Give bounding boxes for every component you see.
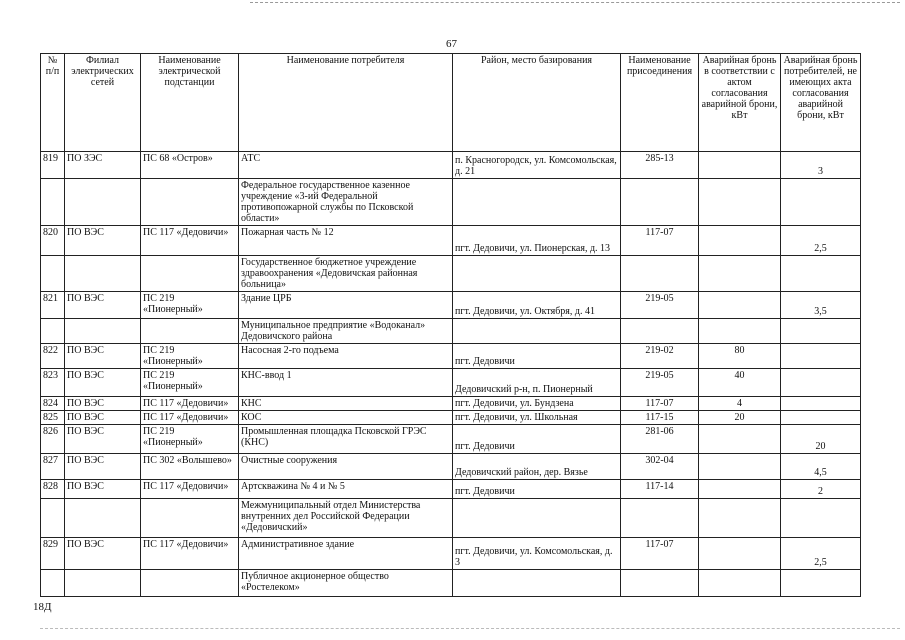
table-row xyxy=(41,152,861,179)
substation-cell: ПС 117 «Дедовичи» xyxy=(141,480,239,499)
reserve-no-act-cell: 2,5 xyxy=(781,538,861,570)
row-num-cell xyxy=(41,179,65,226)
reserve-with-act-cell xyxy=(699,256,781,292)
location-cell: пгт. Дедовичи, ул. Школьная xyxy=(453,411,621,425)
connection-cell: 281-06 xyxy=(621,425,699,454)
reserve-no-act-cell xyxy=(781,319,861,344)
branch-cell xyxy=(65,319,141,344)
connection-cell: 219-05 xyxy=(621,292,699,319)
table-row xyxy=(41,425,861,454)
branch-cell: ПО ВЭС xyxy=(65,425,141,454)
consumer-cell: КНС-ввод 1 xyxy=(239,369,453,397)
header-res-no-act: Аварийная бронь потребителей, не имеющих акта согласования аварийной брони, кВт xyxy=(781,54,861,152)
reserve-no-act-cell: 4,5 xyxy=(781,454,861,480)
reserve-with-act-cell xyxy=(699,454,781,480)
header-substation: Наименование электрической подстанции xyxy=(141,54,239,152)
table-row xyxy=(41,256,861,292)
reserve-no-act-cell xyxy=(781,179,861,226)
branch-cell: ПО ВЭС xyxy=(65,369,141,397)
substation-cell: ПС 302 «Волышево» xyxy=(141,454,239,480)
table-row xyxy=(41,319,861,344)
reserve-with-act-cell xyxy=(699,319,781,344)
table-row xyxy=(41,480,861,499)
location-cell: пгт. Дедовичи xyxy=(453,425,621,454)
reserve-with-act-cell xyxy=(699,570,781,597)
reserve-with-act-cell xyxy=(699,179,781,226)
substation-cell: ПС 219 «Пионерный» xyxy=(141,344,239,369)
reserve-with-act-cell xyxy=(699,480,781,499)
location-cell: пгт. Дедовичи, ул. Бундзена xyxy=(453,397,621,411)
substation-cell: ПС 219 «Пионерный» xyxy=(141,292,239,319)
row-num-cell: 824 xyxy=(41,397,65,411)
reserve-with-act-cell: 4 xyxy=(699,397,781,411)
substation-cell: ПС 117 «Дедовичи» xyxy=(141,397,239,411)
connection-cell xyxy=(621,499,699,538)
consumer-cell: Здание ЦРБ xyxy=(239,292,453,319)
row-num-cell: 829 xyxy=(41,538,65,570)
connection-cell: 117-07 xyxy=(621,538,699,570)
row-num-cell: 820 xyxy=(41,226,65,256)
reserve-with-act-cell xyxy=(699,152,781,179)
connection-cell xyxy=(621,179,699,226)
connection-cell: 117-07 xyxy=(621,397,699,411)
reserve-with-act-cell: 20 xyxy=(699,411,781,425)
reserve-with-act-cell xyxy=(699,425,781,454)
table-row xyxy=(41,226,861,256)
consumer-cell: Государственное бюджетное учреждение здравоохранения «Дедовичская районная больница» xyxy=(239,256,453,292)
reserve-with-act-cell xyxy=(699,292,781,319)
substation-cell: ПС 117 «Дедовичи» xyxy=(141,226,239,256)
table-body xyxy=(41,152,861,597)
location-cell: пгт. Дедовичи, ул. Комсомольская, д. 3 xyxy=(453,538,621,570)
substation-cell xyxy=(141,256,239,292)
connection-cell: 219-02 xyxy=(621,344,699,369)
header-res-with-act: Аварийная бронь в соответствии с актом согласования аварийной брони, кВт xyxy=(699,54,781,152)
page-number: 67 xyxy=(446,38,457,50)
row-num-cell xyxy=(41,319,65,344)
branch-cell: ПО ВЭС xyxy=(65,226,141,256)
reserve-with-act-cell xyxy=(699,499,781,538)
branch-cell: ПО ЗЭС xyxy=(65,152,141,179)
location-cell: пгт. Дедовичи, ул. Октября, д. 41 xyxy=(453,292,621,319)
row-num-cell: 826 xyxy=(41,425,65,454)
table-row xyxy=(41,538,861,570)
substation-cell xyxy=(141,179,239,226)
reserve-no-act-cell xyxy=(781,397,861,411)
table-row xyxy=(41,179,861,226)
header-location: Район, место базирования xyxy=(453,54,621,152)
location-cell: пгт. Дедовичи xyxy=(453,344,621,369)
connection-cell: 117-07 xyxy=(621,226,699,256)
reserve-with-act-cell: 40 xyxy=(699,369,781,397)
reserve-no-act-cell: 3 xyxy=(781,152,861,179)
row-num-cell: 821 xyxy=(41,292,65,319)
reserve-no-act-cell xyxy=(781,499,861,538)
reserve-with-act-cell: 80 xyxy=(699,344,781,369)
consumer-cell: Артскважина № 4 и № 5 xyxy=(239,480,453,499)
consumer-cell: Административное здание xyxy=(239,538,453,570)
consumer-cell: Очистные сооружения xyxy=(239,454,453,480)
connection-cell: 117-14 xyxy=(621,480,699,499)
connection-cell: 285-13 xyxy=(621,152,699,179)
branch-cell xyxy=(65,499,141,538)
branch-cell: ПО ВЭС xyxy=(65,480,141,499)
branch-cell: ПО ВЭС xyxy=(65,411,141,425)
branch-cell xyxy=(65,179,141,226)
header-consumer: Наименование потребителя xyxy=(239,54,453,152)
branch-cell xyxy=(65,570,141,597)
corner-mark: 18Д xyxy=(33,601,52,613)
consumer-cell: Пожарная часть № 12 xyxy=(239,226,453,256)
consumer-cell: Публичное акционерное общество «Ростелеком» xyxy=(239,570,453,597)
bottom-scan-line xyxy=(40,628,900,629)
header-row xyxy=(41,54,861,152)
substation-cell xyxy=(141,570,239,597)
location-cell xyxy=(453,570,621,597)
location-cell: Дедовичский р-н, п. Пионерный xyxy=(453,369,621,397)
reserve-no-act-cell xyxy=(781,256,861,292)
location-cell: пгт. Дедовичи, ул. Пионерская, д. 13 xyxy=(453,226,621,256)
substation-cell: ПС 219 «Пионерный» xyxy=(141,425,239,454)
connection-cell: 302-04 xyxy=(621,454,699,480)
connection-cell: 117-15 xyxy=(621,411,699,425)
reserve-no-act-cell: 3,5 xyxy=(781,292,861,319)
substation-cell: ПС 117 «Дедовичи» xyxy=(141,411,239,425)
table-row xyxy=(41,411,861,425)
connection-cell xyxy=(621,256,699,292)
table-row xyxy=(41,454,861,480)
header-connection: Наименование присоединения xyxy=(621,54,699,152)
substation-cell xyxy=(141,499,239,538)
consumer-cell: Федеральное государственное казенное учреждение «3-ий Федеральной противопожарной службы по Псковской области» xyxy=(239,179,453,226)
substation-cell xyxy=(141,319,239,344)
branch-cell: ПО ВЭС xyxy=(65,344,141,369)
branch-cell: ПО ВЭС xyxy=(65,292,141,319)
reserve-table xyxy=(40,53,861,597)
substation-cell: ПС 68 «Остров» xyxy=(141,152,239,179)
substation-cell: ПС 219 «Пионерный» xyxy=(141,369,239,397)
row-num-cell: 827 xyxy=(41,454,65,480)
row-num-cell: 825 xyxy=(41,411,65,425)
location-cell xyxy=(453,179,621,226)
consumer-cell: Межмуниципальный отдел Министерства внутренних дел Российской Федерации «Дедовичский» xyxy=(239,499,453,538)
table-row xyxy=(41,292,861,319)
table-row xyxy=(41,397,861,411)
row-num-cell: 828 xyxy=(41,480,65,499)
location-cell xyxy=(453,499,621,538)
consumer-cell: Муниципальное предприятие «Водоканал» Дедовичского района xyxy=(239,319,453,344)
reserve-no-act-cell: 2 xyxy=(781,480,861,499)
location-cell xyxy=(453,319,621,344)
table-row xyxy=(41,344,861,369)
row-num-cell xyxy=(41,256,65,292)
reserve-no-act-cell xyxy=(781,570,861,597)
location-cell: пгт. Дедовичи xyxy=(453,480,621,499)
location-cell: Дедовичский район, дер. Вязье xyxy=(453,454,621,480)
header-num: № п/п xyxy=(41,54,65,152)
reserve-no-act-cell: 20 xyxy=(781,425,861,454)
reserve-with-act-cell xyxy=(699,226,781,256)
branch-cell xyxy=(65,256,141,292)
table-row xyxy=(41,369,861,397)
top-scan-line xyxy=(250,2,900,3)
connection-cell xyxy=(621,570,699,597)
branch-cell: ПО ВЭС xyxy=(65,397,141,411)
branch-cell: ПО ВЭС xyxy=(65,538,141,570)
row-num-cell: 823 xyxy=(41,369,65,397)
substation-cell: ПС 117 «Дедовичи» xyxy=(141,538,239,570)
branch-cell: ПО ВЭС xyxy=(65,454,141,480)
connection-cell: 219-05 xyxy=(621,369,699,397)
reserve-no-act-cell: 2,5 xyxy=(781,226,861,256)
consumer-cell: Промышленная площадка Псковской ГРЭС (КНС) xyxy=(239,425,453,454)
connection-cell xyxy=(621,319,699,344)
reserve-no-act-cell xyxy=(781,344,861,369)
reserve-no-act-cell xyxy=(781,369,861,397)
header-branch: Филиал электрических сетей xyxy=(65,54,141,152)
table-row xyxy=(41,570,861,597)
consumer-cell: КОС xyxy=(239,411,453,425)
consumer-cell: КНС xyxy=(239,397,453,411)
reserve-with-act-cell xyxy=(699,538,781,570)
row-num-cell xyxy=(41,570,65,597)
consumer-cell: АТС xyxy=(239,152,453,179)
location-cell xyxy=(453,256,621,292)
row-num-cell: 819 xyxy=(41,152,65,179)
row-num-cell: 822 xyxy=(41,344,65,369)
location-cell: п. Красногородск, ул. Комсомольская, д. 21 xyxy=(453,152,621,179)
consumer-cell: Насосная 2-го подъема xyxy=(239,344,453,369)
row-num-cell xyxy=(41,499,65,538)
table-row xyxy=(41,499,861,538)
reserve-no-act-cell xyxy=(781,411,861,425)
